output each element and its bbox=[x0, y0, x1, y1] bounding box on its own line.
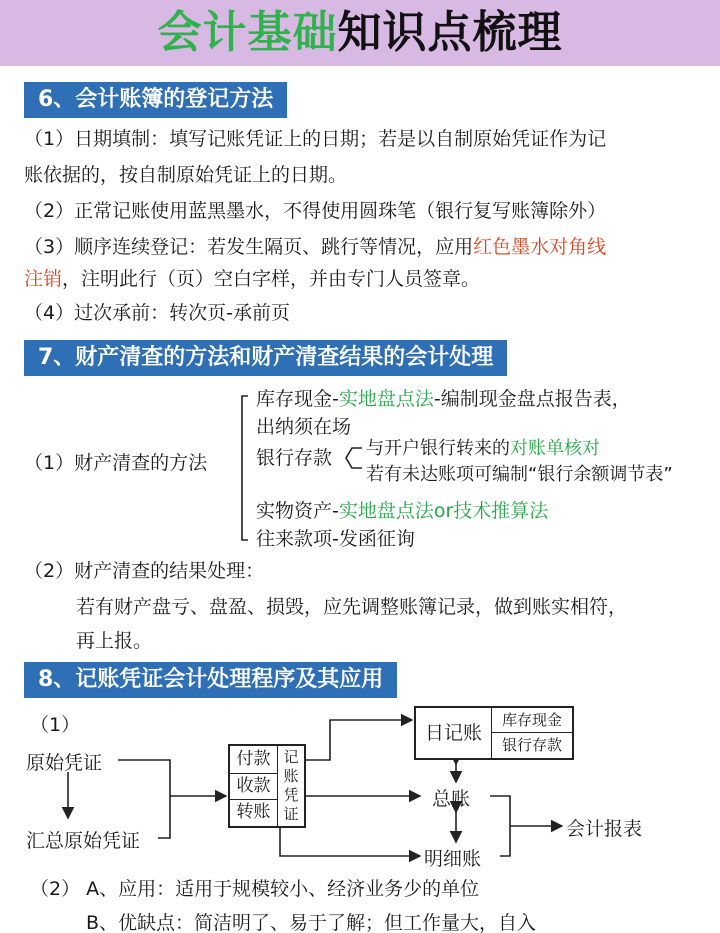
sec7-dealings: 往来款项-发函征询 bbox=[256, 528, 415, 550]
sec7-cash-l2: 出纳须在场 bbox=[256, 416, 352, 438]
voucher-transfer: 转账 bbox=[230, 800, 278, 826]
sec7-asset: 实物资产-实地盘点法or技术推算法 bbox=[256, 500, 549, 522]
sec6-line-1a: （1）日期填制：填写记账凭证上的日期；若是以自制原始凭证作为记 bbox=[24, 128, 607, 150]
sec6-line-4: （4）过次承前：转次页-承前页 bbox=[24, 302, 290, 324]
journal-cash: 库存现金 bbox=[492, 708, 572, 733]
journal-bank: 银行存款 bbox=[501, 736, 562, 754]
sec7-method-label: （1）财产清查的方法 bbox=[24, 452, 208, 474]
section-8-heading: 8、记账凭证会计处理程序及其应用 bbox=[24, 662, 397, 698]
page-title: 会计基础知识点梳理 bbox=[157, 7, 563, 58]
sec7-bank-b: 若有未达账项可编制“银行余额调节表” bbox=[366, 464, 673, 485]
sec7-bank-a: 与开户银行转来的对账单核对 bbox=[366, 438, 600, 459]
section-7-heading: 7、财产清查的方法和财产清查结果的会计处理 bbox=[24, 340, 507, 376]
journal-label: 日记账 bbox=[416, 708, 492, 758]
voucher-receipt: 收款 bbox=[230, 774, 278, 800]
sec8-p2: （2） A、应用：适用于规模较小、经济业务少的单位 bbox=[30, 878, 480, 900]
sec8-p3: B、优缺点：简洁明了、易于了解；但工作量大，自入 bbox=[86, 912, 537, 933]
sec6-line-3a: （3）顺序连续登记：若发生隔页、跳行等情况，应用红色墨水对角线 bbox=[24, 236, 607, 258]
voucher-label: 记 账 凭 证 bbox=[283, 748, 299, 823]
sec7-result-label: （2）财产清查的结果处理： bbox=[24, 560, 265, 582]
sec6-line-2: （2）正常记账使用蓝黑墨水，不得使用圆珠笔（银行复写账簿除外） bbox=[24, 200, 607, 222]
sec7-result-l1: 若有财产盘亏、盘盈、损毁，应先调整账簿记录，做到账实相符， bbox=[76, 596, 628, 618]
sec7-cash: 库存现金-实地盘点法-编制现金盘点报告表， bbox=[256, 388, 631, 410]
node-detail-ledger: 明细账 bbox=[424, 848, 482, 870]
node-original-voucher: 原始凭证 bbox=[26, 752, 103, 774]
section-6-heading: 6、会计账簿的登记方法 bbox=[24, 82, 287, 118]
voucher-box bbox=[228, 744, 306, 828]
node-financial-report: 会计报表 bbox=[566, 818, 643, 840]
node-summary-voucher: 汇总原始凭证 bbox=[26, 830, 141, 852]
sec7-result-l2: 再上报。 bbox=[76, 630, 153, 652]
node-general-ledger: 总账 bbox=[432, 788, 471, 810]
sec8-p1: （1） bbox=[30, 714, 81, 736]
sec6-line-1b: 账依据的，按自制原始凭证上的日期。 bbox=[24, 164, 348, 186]
sec6-highlight-red: 红色墨水对角线 bbox=[473, 236, 607, 258]
journal-box bbox=[414, 706, 574, 760]
sec6-line-3b: 注销，注明此行（页）空白字样，并由专门人员签章。 bbox=[24, 268, 481, 290]
voucher-pay: 付款 bbox=[230, 746, 278, 774]
sec7-bank: 银行存款 bbox=[256, 447, 333, 469]
